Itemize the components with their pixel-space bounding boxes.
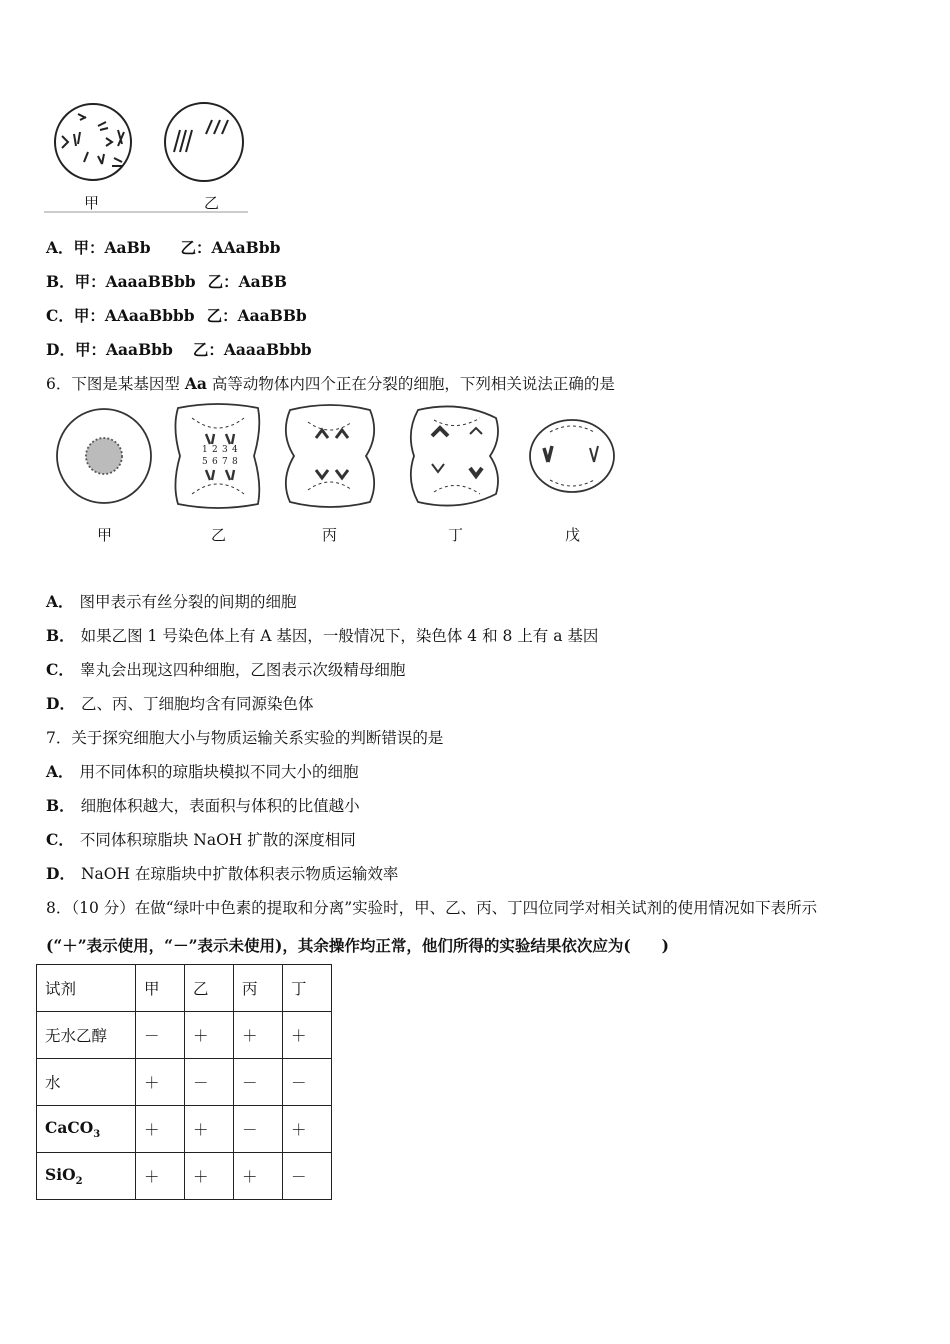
option-genotype-jia: 甲：AaaaBBbb (74, 272, 196, 291)
table-cell: － (283, 1153, 332, 1200)
cell-jia-drawing (55, 104, 131, 180)
q7-option-d: D． NaOH 在琼脂块中扩散体积表示物质运输效率 (46, 864, 399, 883)
reagent-table (36, 964, 332, 1200)
chromosome-number: 6 (212, 457, 218, 467)
q8-stem-line2: (“＋”表示使用，“－”表示未使用)，其余操作均正常，他们所得的实验结果依次应为( ) (46, 936, 669, 955)
q6-stem: 6．下图是某基因型 Aa 高等动物体内四个正在分裂的细胞，下列相关说法正确的是 (46, 374, 615, 393)
q5-cell-figure (40, 96, 252, 220)
table-cell: － (234, 1059, 283, 1106)
q6-option-b: B． 如果乙图 1 号染色体上有 A 基因，一般情况下，染色体 4 和 8 上有 a 基因 (46, 626, 599, 645)
table-row (37, 1012, 332, 1059)
option-genotype-jia: 甲：AaBb (73, 238, 151, 257)
option-letter: D． (46, 340, 75, 359)
table-header-cell: 丁 (283, 965, 332, 1012)
table-cell: ＋ (136, 1153, 185, 1200)
option-letter: A． (46, 238, 74, 257)
table-header-cell: 试剂 (37, 965, 136, 1012)
q7-option-a: A． 用不同体积的琼脂块模拟不同大小的细胞 (46, 762, 359, 781)
option-genotype-yi: 乙：AaaBBb (206, 306, 307, 325)
question-number: 6． (46, 375, 72, 393)
table-cell: ＋ (185, 1012, 234, 1059)
q7-option-b: B． 细胞体积越大，表面积与体积的比值越小 (46, 796, 360, 815)
table-cell: ＋ (136, 1059, 185, 1106)
table-cell: － (234, 1106, 283, 1153)
cell-label-bing: 丙 (322, 526, 338, 544)
option-letter: B． (46, 272, 75, 291)
option-letter: C． (46, 306, 74, 325)
table-row (37, 1059, 332, 1106)
reagent-name: 水 (37, 1059, 136, 1106)
table-cell: ＋ (234, 1153, 283, 1200)
option-genotype-yi: 乙：AaBB (207, 272, 287, 291)
cell-label-jia: 甲 (97, 526, 113, 544)
table-row (37, 1153, 332, 1200)
cell-wu (530, 420, 614, 492)
table-row (37, 1106, 332, 1153)
table-cell: ＋ (283, 1106, 332, 1153)
chromosome-number: 5 (202, 457, 208, 467)
cell-label-ding: 丁 (448, 526, 464, 544)
table-cell: － (185, 1059, 234, 1106)
cell-yi-drawing (165, 103, 243, 181)
table-cell: ＋ (136, 1106, 185, 1153)
question-number: 7． (46, 729, 72, 747)
table-cell: － (136, 1012, 185, 1059)
q6-cells-figure (50, 398, 620, 514)
q5-option-d (46, 338, 312, 360)
chromosome-number: 7 (222, 457, 228, 467)
option-genotype-yi: 乙：AAaBbb (180, 238, 281, 257)
q6-option-c: C． 睾丸会出现这四种细胞，乙图表示次级精母细胞 (46, 660, 406, 679)
cell-label-wu: 戊 (565, 526, 581, 544)
option-genotype-jia: 甲：AAaaBbbb (73, 306, 195, 325)
reagent-name: SiO$_2$ (37, 1153, 136, 1200)
chromosome-number: 8 (232, 457, 238, 467)
figure-label-jia: 甲 (84, 194, 100, 212)
question-number: 8． (46, 899, 72, 917)
q8-stem-line1: 8．（10 分）在做“绿叶中色素的提取和分离”实验时，甲、乙、丙、丁四位同学对相关试剂的使用情况如下表所示 (46, 899, 818, 917)
q6-option-d: D． 乙、丙、丁细胞均含有同源染色体 (46, 694, 314, 713)
cell-label-yi: 乙 (211, 526, 227, 544)
table-cell: ＋ (185, 1153, 234, 1200)
q5-option-c (46, 304, 307, 326)
q5-option-b (46, 270, 287, 292)
table-header-cell: 乙 (185, 965, 234, 1012)
q5-option-a (46, 236, 280, 258)
chromosome-number: 1 (202, 445, 208, 455)
table-header-cell: 甲 (136, 965, 185, 1012)
chromosome-number: 4 (232, 445, 238, 455)
table-cell: ＋ (185, 1106, 234, 1153)
score: （10 分） (71, 899, 135, 917)
chromosome-number: 2 (212, 445, 218, 455)
q7-option-c: C． 不同体积琼脂块 NaOH 扩散的深度相同 (46, 830, 356, 849)
reagent-name: CaCO$_3$ (37, 1106, 136, 1153)
option-genotype-jia: 甲：AaaBbb (74, 340, 173, 359)
table-cell: － (283, 1059, 332, 1106)
q6-option-a: A． 图甲表示有丝分裂的间期的细胞 (46, 592, 297, 611)
reagent-name: 无水乙醇 (37, 1012, 136, 1059)
table-cell: ＋ (283, 1012, 332, 1059)
cell-yi (175, 404, 259, 508)
cell-ding (411, 406, 498, 505)
chromosome-number-labels (202, 445, 238, 467)
q7-stem: 7．关于探究细胞大小与物质运输关系实验的判断错误的是 (46, 729, 444, 747)
cell-bing (286, 405, 374, 507)
table-header-row (37, 965, 332, 1012)
cell-jia (57, 409, 151, 503)
figure-label-yi: 乙 (204, 194, 220, 212)
table-cell: ＋ (234, 1012, 283, 1059)
table-header-cell: 丙 (234, 965, 283, 1012)
chromosome-number: 3 (222, 445, 228, 455)
option-genotype-yi: 乙：AaaaBbbb (192, 340, 312, 359)
